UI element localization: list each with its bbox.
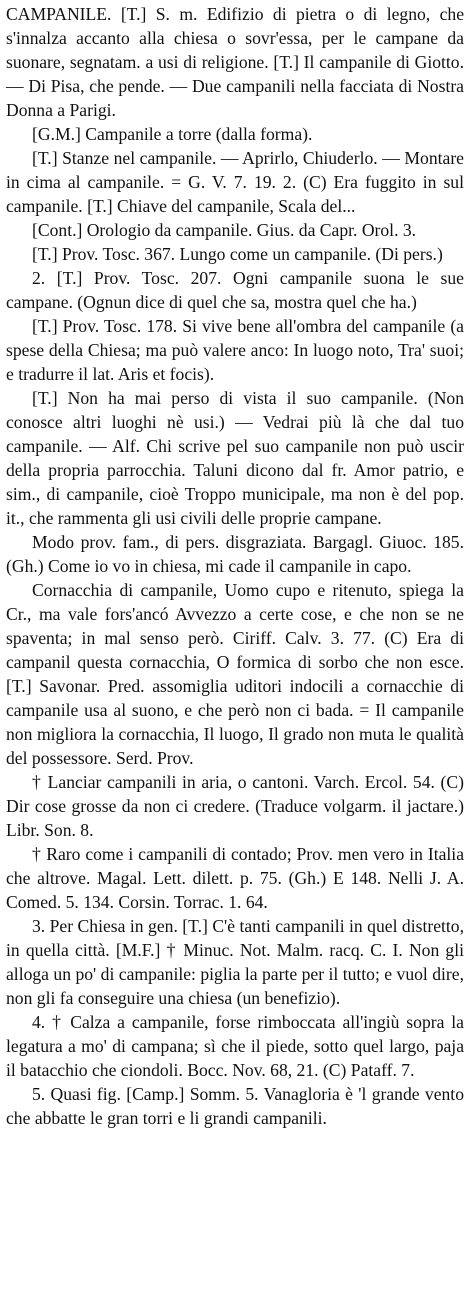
- entry-headword-paragraph: CAMPANILE. [T.] S. m. Edifizio di pietra o di legno, che s'innalza accanto alla chiesa o sovr'essa, per le campane da suonare, segnatam. a usi di religione. [T.] Il campanile di Giotto. — Di Pisa, che pende. — Due campanili nella facciata di Nostra Donna a Parigi.: [6, 4, 464, 120]
- entry-paragraph: [T.] Prov. Tosc. 367. Lungo come un campanile. (Di pers.): [32, 244, 443, 264]
- entry-paragraph: Modo prov. fam., di pers. disgraziata. Bargagl. Giuoc. 185. (Gh.) Come io vo in chiesa, mi cade il campanile in capo.: [6, 532, 464, 576]
- entry-paragraph: [Cont.] Orologio da campanile. Gius. da Capr. Orol. 3.: [32, 220, 417, 240]
- entry-paragraph: [G.M.] Campanile a torre (dalla forma).: [32, 124, 313, 144]
- entry-paragraph: Cornacchia di campanile, Uomo cupo e ritenuto, spiega la Cr., ma vale fors'ancó Avvezzo a certe cose, e che non se ne spaventa; in mal senso però. Ciriff. Calv. 3. 77. (C) Era di campanil questa cornacchia, O formica di sorbo che non esce. [T.] Savonar. Pred. assomiglia uditori indocili a cornacchie di campanile usa al suono, e che però non ci bada. = Il campanile non migliora la cornacchia, Il luogo, Il grado non muta le qualità del possessore. Serd. Prov.: [6, 580, 464, 768]
- entry-paragraph: † Lanciar campanili in aria, o cantoni. Varch. Ercol. 54. (C) Dir cose grosse da non ci credere. (Traduce volgarm. il jactare.) Libr. Son. 8.: [6, 772, 464, 840]
- sense-4-paragraph: 4. † Calza a campanile, forse rimboccata all'ingiù sopra la legatura a mo' di campana; sì che il piede, sotto quel largo, paja il batacchio che ciondoli. Bocc. Nov. 68, 21. (C) Pataff. 7.: [6, 1012, 464, 1080]
- entry-paragraph: † Raro come i campanili di contado; Prov. men vero in Italia che altrove. Magal. Lett. dilett. p. 75. (Gh.) E 148. Nelli J. A. Comed. 5. 134. Corsin. Torrac. 1. 64.: [6, 844, 464, 912]
- sense-3-paragraph: 3. Per Chiesa in gen. [T.] C'è tanti campanili in quel distretto, in quella città. [M.F.] † Minuc. Not. Malm. racq. C. I. Non gli alloga un po' di campanile: piglia la parte per il tutto; e vuol dire, non gli fa conseguire una chiesa (un benefizio).: [6, 916, 464, 1008]
- sense-2-paragraph: 2. [T.] Prov. Tosc. 207. Ogni campanile suona le sue campane. (Ognun dice di quel che sa, mostra quel che ha.): [6, 268, 464, 312]
- entry-paragraph: [T.] Stanze nel campanile. — Aprirlo, Chiuderlo. — Montare in cima al campanile. = G. V. 7. 19. 2. (C) Era fuggito in sul campanile. [T.] Chiave del campanile, Scala del...: [6, 148, 464, 216]
- entry-paragraph: [T.] Prov. Tosc. 178. Si vive bene all'ombra del campanile (a spese della Chiesa; ma può valere anco: In luogo noto, Tra' suoi; e tradurre il lat. Aris et focis).: [6, 316, 464, 384]
- sense-5-paragraph: 5. Quasi fig. [Camp.] Somm. 5. Vanagloria è 'l grande vento che abbatte le gran torri e li grandi campanili.: [6, 1084, 464, 1128]
- entry-paragraph: [T.] Non ha mai perso di vista il suo campanile. (Non conosce altri luoghi nè usi.) — Vedrai più là che dal tuo campanile. — Alf. Chi scrive pel suo campanile non può uscir della propria parrocchia. Taluni dicono dal fr. Amor patrio, e sim., di campanile, cioè Troppo municipale, ma non è del pop. it., che rammenta gli usi civili delle proprie campane.: [6, 388, 464, 528]
